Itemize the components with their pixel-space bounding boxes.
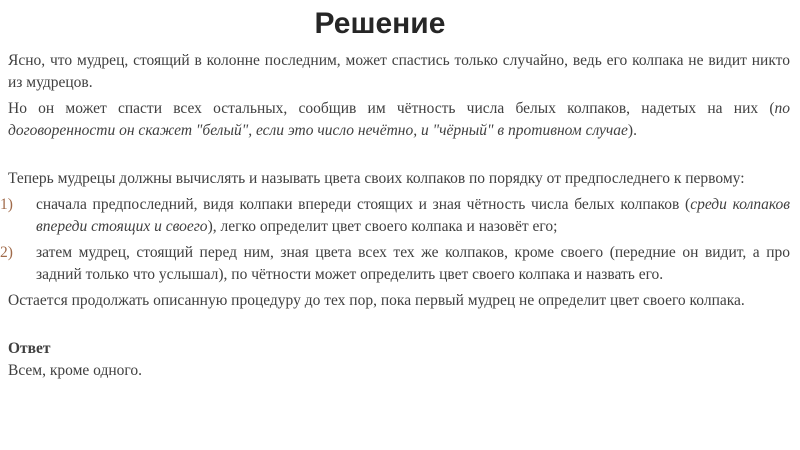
list-item-italic: среди колпаков впереди стоящих и своего <box>36 196 790 235</box>
solution-body <box>0 50 790 386</box>
list-item-main: сначала предпоследний, видя колпаки впереди стоящих и зная чётность числа белых колпаков ( <box>36 196 691 213</box>
list-item-main: затем мудрец, стоящий перед ним, зная цвета всех тех же колпаков, кроме своего (передние он видит, а про задний только что услышал), по чётности может определить цвет своего колпака и назвать его. <box>36 244 790 283</box>
list-item <box>0 194 790 238</box>
paragraph-3: Теперь мудрецы должны вычислять и называть цвета своих колпаков по порядку от предпоследнего к первому: <box>8 170 745 187</box>
list-item-end: ), легко определит цвет своего колпака и назовёт его; <box>207 218 558 235</box>
paragraph-1: Ясно, что мудрец, стоящий в колонне последним, может спастись только случайно, ведь его колпака не видит никто из мудрецов. <box>8 52 790 91</box>
answer-heading: Ответ <box>8 340 51 357</box>
paragraph-2-end: ). <box>627 122 637 139</box>
list-marker: 2) <box>0 244 13 261</box>
left-edge <box>0 0 8 450</box>
paragraph-2-italic: по договоренности он скажет "белый", если это число нечётно, и "чёрный" в противном случае <box>8 100 790 139</box>
spacer <box>8 146 790 168</box>
list-item <box>0 242 790 286</box>
paragraph-2 <box>8 98 790 142</box>
paragraph-4: Остается продолжать описанную процедуру до тех пор, пока первый мудрец не определит цвет своего колпака. <box>8 292 745 309</box>
slide-title: Решение <box>314 7 446 40</box>
paragraph-2-main: Но он может спасти всех остальных, сообщив им чётность числа белых колпаков, надетых на них ( <box>8 100 775 117</box>
answer-text: Всем, кроме одного. <box>8 362 142 379</box>
list-marker: 1) <box>0 196 13 213</box>
spacer <box>8 316 790 338</box>
